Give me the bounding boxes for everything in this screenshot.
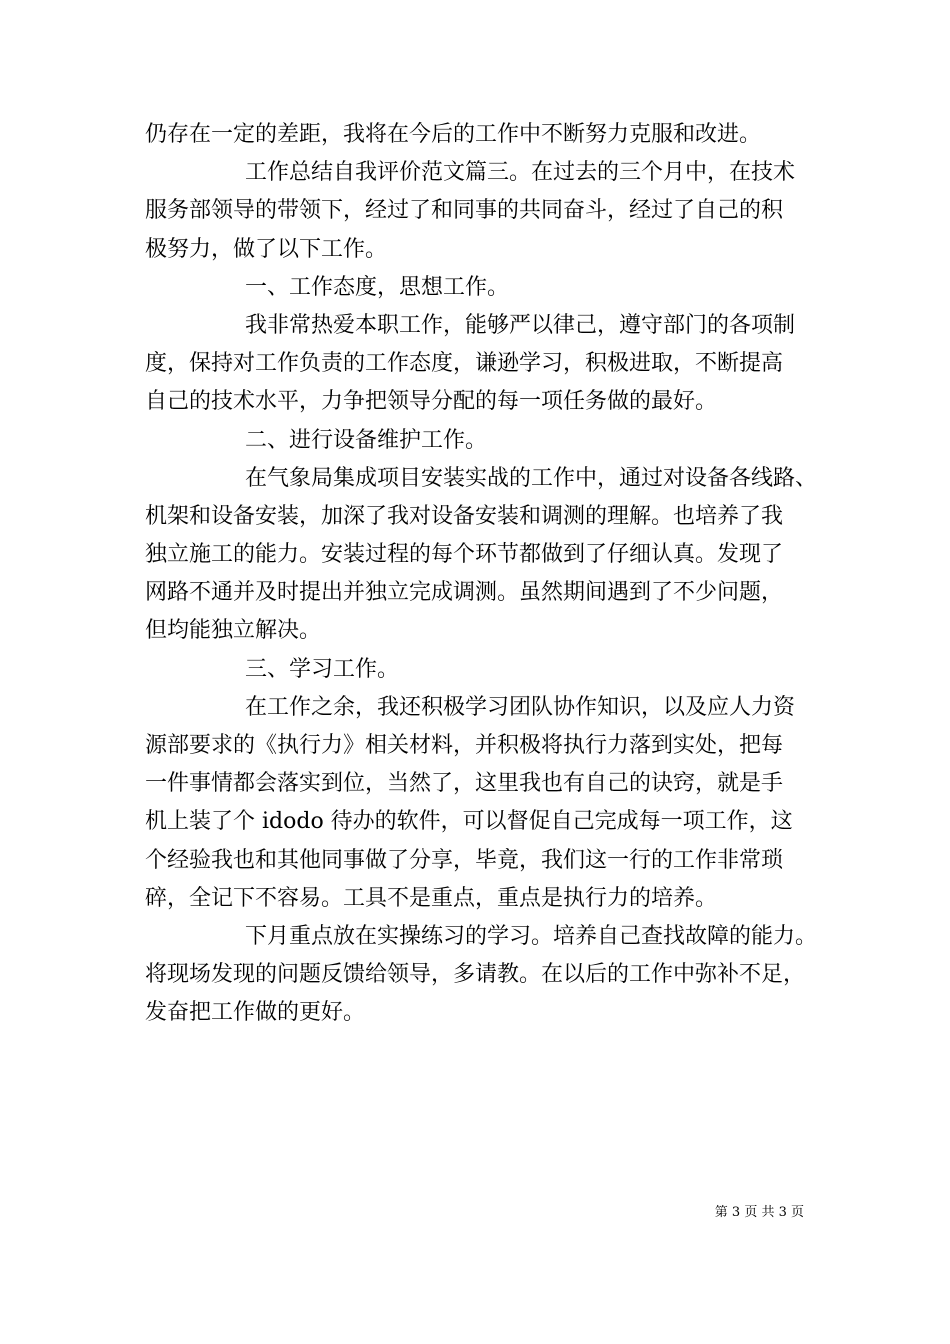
text-line: 个经验我也和其他同事做了分享，毕竟，我们这一行的工作非常琐: [145, 847, 784, 873]
text-line: 网路不通并及时提出并独立完成调测。虽然期间遇到了不少问题，: [145, 580, 784, 606]
page-number-footer: 第 3 页 共 3 页: [714, 1205, 804, 1220]
text-line: 下月重点放在实操练习的学习。培养自己查找故障的能力。: [245, 923, 818, 949]
text-line: 三、学习工作。: [245, 656, 400, 682]
text-line: 一、工作态度，思想工作。: [245, 274, 510, 300]
text-line: 在工作之余，我还积极学习团队协作知识，以及应人力资: [245, 694, 796, 720]
text-line: 源部要求的《执行力》相关材料，并积极将执行力落到实处，把每: [145, 733, 784, 758]
text-line: 服务部领导的带领下，经过了和同事的共同奋斗，经过了自己的积: [145, 198, 784, 224]
text-line: 但均能独立解决。: [145, 618, 322, 644]
text-line: 碎，全记下不容易。工具不是重点，重点是执行力的培养。: [145, 885, 718, 911]
text-line: 工作总结自我评价范文篇三。在过去的三个月中，在技术: [245, 160, 796, 186]
text-line: 我非常热爱本职工作，能够严以律己，遵守部门的各项制: [245, 312, 796, 338]
text-line: 度，保持对工作负责的工作态度，谦逊学习，积极进取，不断提高: [145, 351, 784, 377]
text-line: 发奋把工作做的更好。: [145, 1000, 366, 1026]
text-line: 二、进行设备维护工作。: [245, 427, 488, 453]
text-line: 机架和设备安装，加深了我对设备安装和调测的理解。也培养了我: [145, 503, 784, 529]
text-line: 在气象局集成项目安装实战的工作中，通过对设备各线路、: [245, 465, 818, 491]
text-line: 机上装了个 idodo 待办的软件，可以督促自己完成每一项工作，这: [145, 809, 793, 835]
text-line: 独立施工的能力。安装过程的每个环节都做到了仔细认真。发现了: [145, 542, 784, 568]
document-body: [145, 116, 825, 1033]
text-line: 极努力，做了以下工作。: [145, 236, 388, 262]
text-line: 一件事情都会落实到位，当然了，这里我也有自己的诀窍，就是手: [145, 771, 784, 797]
text-line: 将现场发现的问题反馈给领导，多请教。在以后的工作中弥补不足，: [145, 962, 806, 988]
text-line: 自己的技术水平，力争把领导分配的每一项任务做的最好。: [145, 389, 718, 415]
text-line: 仍存在一定的差距，我将在今后的工作中不断努力克服和改进。: [145, 122, 762, 147]
